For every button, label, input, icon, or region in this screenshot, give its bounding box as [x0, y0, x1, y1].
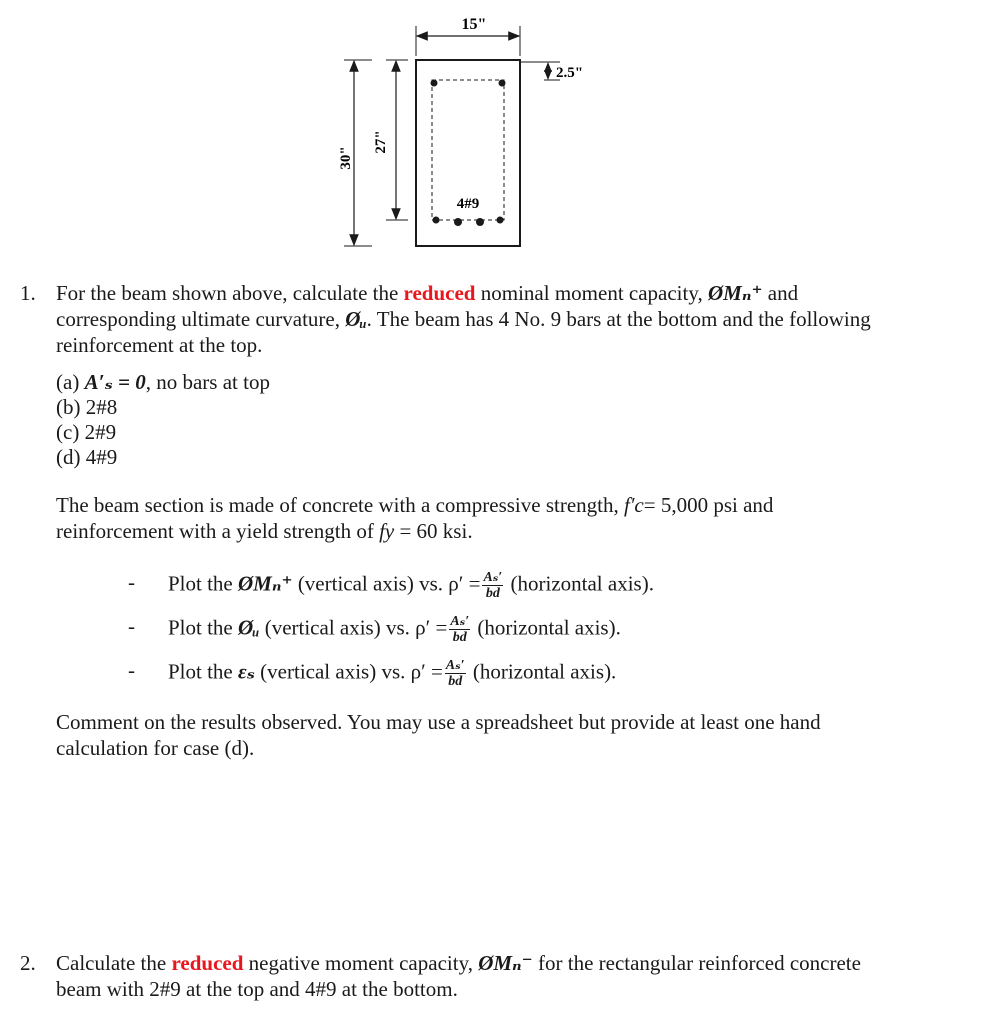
q1-curvature-symbol: Øᵤ [345, 307, 367, 331]
q1-option: (b) 2#8 [56, 395, 118, 419]
q1-line-1: For the beam shown above, calculate the reduced nominal moment capacity, ØMₙ⁺ and [56, 281, 799, 305]
bottom-bar [476, 218, 484, 226]
rho-fraction: $\frac{\text{Aₛ′}}{bd}$ [483, 570, 503, 601]
plot-symbol: ØMₙ⁺ [238, 571, 293, 596]
bottom-bar [497, 217, 504, 224]
plot-symbol: Øᵤ [238, 615, 260, 640]
q1-line-2: corresponding ultimate curvature, Øᵤ. The beam has 4 No. 9 bars at the bottom and the following [56, 307, 871, 331]
q1-comment [56, 709, 976, 761]
bottom-bar [433, 217, 440, 224]
q1-option: (c) 2#9 [56, 420, 117, 444]
plot-symbol: εₛ [238, 659, 255, 684]
depth-label: 27" [373, 130, 389, 154]
cover-label: 2.5" [556, 65, 584, 81]
rho-fraction: $\frac{\text{Aₛ′}}{bd}$ [445, 658, 465, 689]
q2-prompt: Calculate the reduced negative moment capacity, ØMₙ⁻ for the rectangular reinforced concrete beam with 2#9 at the top and 4#9 at the bottom. [56, 950, 976, 1002]
q1-comment-line-1: Comment on the results observed. You may use a spreadsheet but provide at least one hand [56, 710, 821, 734]
bars-label: 4#9 [456, 196, 480, 212]
q1-line-3: reinforcement at the top. [56, 333, 263, 357]
q1-number: 1. [20, 281, 36, 305]
q1-comment-line-2: calculation for case (d). [56, 736, 255, 760]
q1-options-list [56, 370, 270, 470]
q2-reduced-highlight: reduced [171, 951, 244, 975]
q2-line-2: beam with 2#9 at the top and 4#9 at the bottom. [56, 977, 458, 1001]
q1-moment-symbol: ØMₙ⁺ [708, 281, 763, 305]
width-label: 15" [461, 16, 487, 33]
top-bar-right [499, 80, 506, 87]
height-label: 30" [338, 146, 354, 170]
q1-reduced-highlight: reduced [403, 281, 476, 305]
q1-option: (a) A′ₛ = 0, no bars at top [56, 370, 270, 394]
top-bar-left [431, 80, 438, 87]
bottom-bar [454, 218, 462, 226]
fc-symbol: f′c [623, 493, 644, 517]
q1-option: (d) 4#9 [56, 445, 118, 469]
q2-number: 2. [20, 951, 36, 975]
q1-material-text: The beam section is made of concrete with a compressive strength, f′c= 5,000 psi and reinforcement with a yield strength of fy = 60 ksi. [56, 493, 774, 543]
beam-section-figure [0, 0, 992, 260]
q2-moment-symbol: ØMₙ⁻ [478, 951, 533, 975]
rho-fraction: $\frac{\text{Aₛ′}}{bd}$ [450, 614, 470, 645]
q1-prompt [56, 280, 976, 358]
fy-symbol: fy [379, 519, 395, 543]
